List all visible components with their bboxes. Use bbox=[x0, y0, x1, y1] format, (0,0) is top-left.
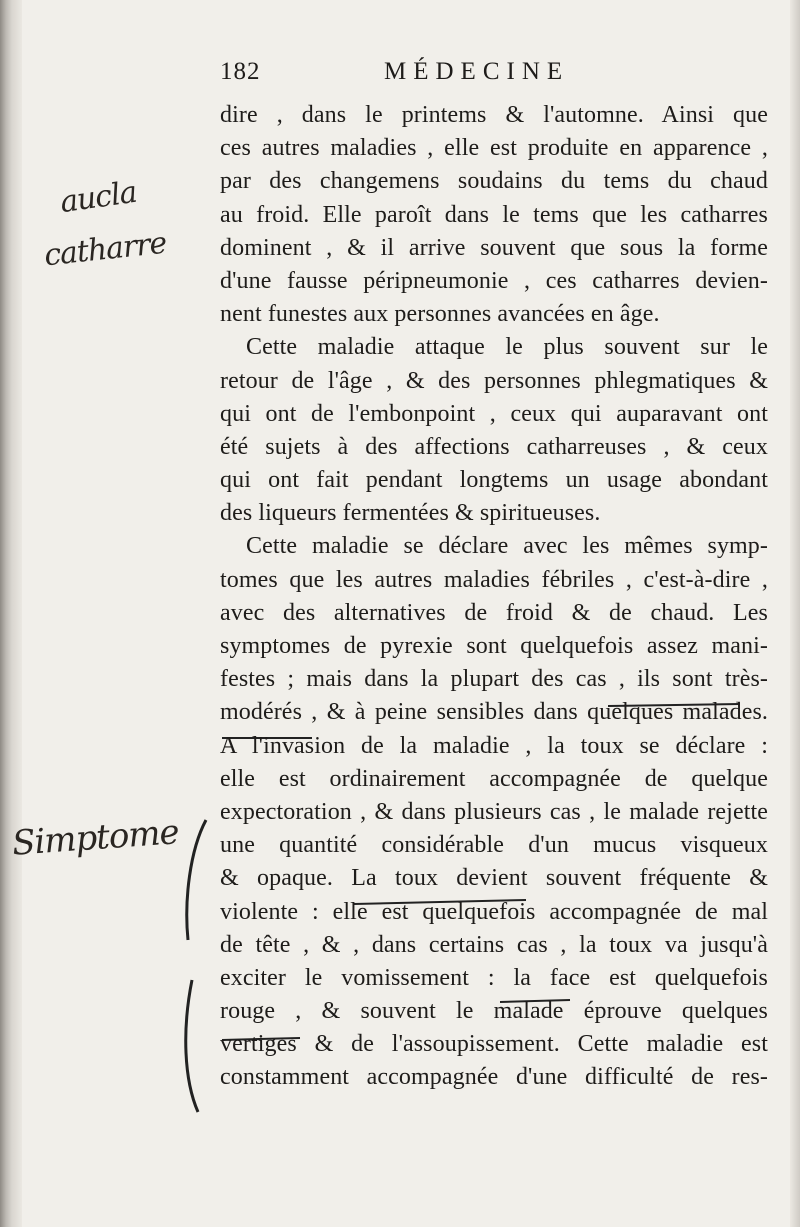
text-line: de tête , & , dans certains cas , la toux va jusqu'à bbox=[220, 931, 768, 958]
text-line: nent funestes aux personnes avancées en âge. bbox=[220, 301, 660, 328]
text-line: avec des alternatives de froid & de chaud. Les bbox=[220, 599, 768, 626]
text-line: exciter le vomissement : la face est quelquefois bbox=[220, 964, 768, 991]
margin-note: aucla bbox=[57, 174, 139, 221]
text-line: festes ; mais dans la plupart des cas , ils sont très- bbox=[220, 666, 768, 693]
text-line: dominent , & il arrive souvent que sous la forme bbox=[220, 234, 768, 261]
text-line: tomes que les autres maladies fébriles , c'est-à-dire , bbox=[220, 566, 768, 593]
text-line: une quantité considérable d'un mucus visqueux bbox=[220, 832, 768, 859]
text-line: dire , dans le printems & l'automne. Ainsi que bbox=[220, 102, 768, 128]
text-line: par des changemens soudains du tems du chaud bbox=[220, 168, 768, 195]
margin-bracket bbox=[187, 820, 206, 940]
text-line: A l'invasion de la maladie , la toux se déclare : bbox=[220, 732, 768, 759]
text-line: vertiges & de l'assoupissement. Cette maladie est bbox=[220, 1031, 768, 1058]
text-line: rouge , & souvent le malade éprouve quelques bbox=[220, 998, 768, 1025]
text-line: retour de l'âge , & des personnes phlegmatiques & bbox=[220, 367, 768, 394]
text-line: Cette maladie se déclare avec les mêmes symp- bbox=[246, 533, 768, 560]
margin-note: catharre bbox=[42, 225, 168, 274]
text-line: qui ont de l'embonpoint , ceux qui auparavant ont bbox=[220, 400, 768, 427]
text-line: ces autres maladies , elle est produite en apparence , bbox=[220, 135, 768, 162]
text-line: constamment accompagnée d'une difficulté de res- bbox=[220, 1064, 768, 1091]
text-line: des liqueurs fermentées & spiritueuses. bbox=[220, 500, 601, 527]
text-line: au froid. Elle paroît dans le tems que les catharres bbox=[220, 201, 768, 228]
text-line: violente : elle est quelquefois accompagnée de mal bbox=[220, 898, 768, 925]
margin-note: Simptome bbox=[10, 812, 180, 864]
text-line: qui ont fait pendant longtems un usage abondant bbox=[220, 467, 768, 494]
text-line: modérés , & à peine sensibles dans quelques malades. bbox=[220, 699, 768, 726]
text-line: expectoration , & dans plusieurs cas , le malade rejette bbox=[220, 798, 768, 825]
page-number: 182 bbox=[220, 58, 261, 85]
margin-bracket bbox=[186, 980, 198, 1112]
running-title: MÉDECINE bbox=[384, 58, 570, 85]
text-line: symptomes de pyrexie sont quelquefois assez mani- bbox=[220, 633, 768, 659]
text-line: d'une fausse péripneumonie , ces catharres devien- bbox=[220, 267, 768, 294]
body-text bbox=[220, 99, 768, 1095]
text-line: été sujets à des affections catharreuses , & ceux bbox=[220, 433, 768, 460]
text-line: & opaque. La toux devient souvent fréquente & bbox=[220, 865, 768, 892]
text-line: elle est ordinairement accompagnée de quelque bbox=[220, 765, 768, 792]
text-line: Cette maladie attaque le plus souvent sur le bbox=[246, 334, 768, 361]
